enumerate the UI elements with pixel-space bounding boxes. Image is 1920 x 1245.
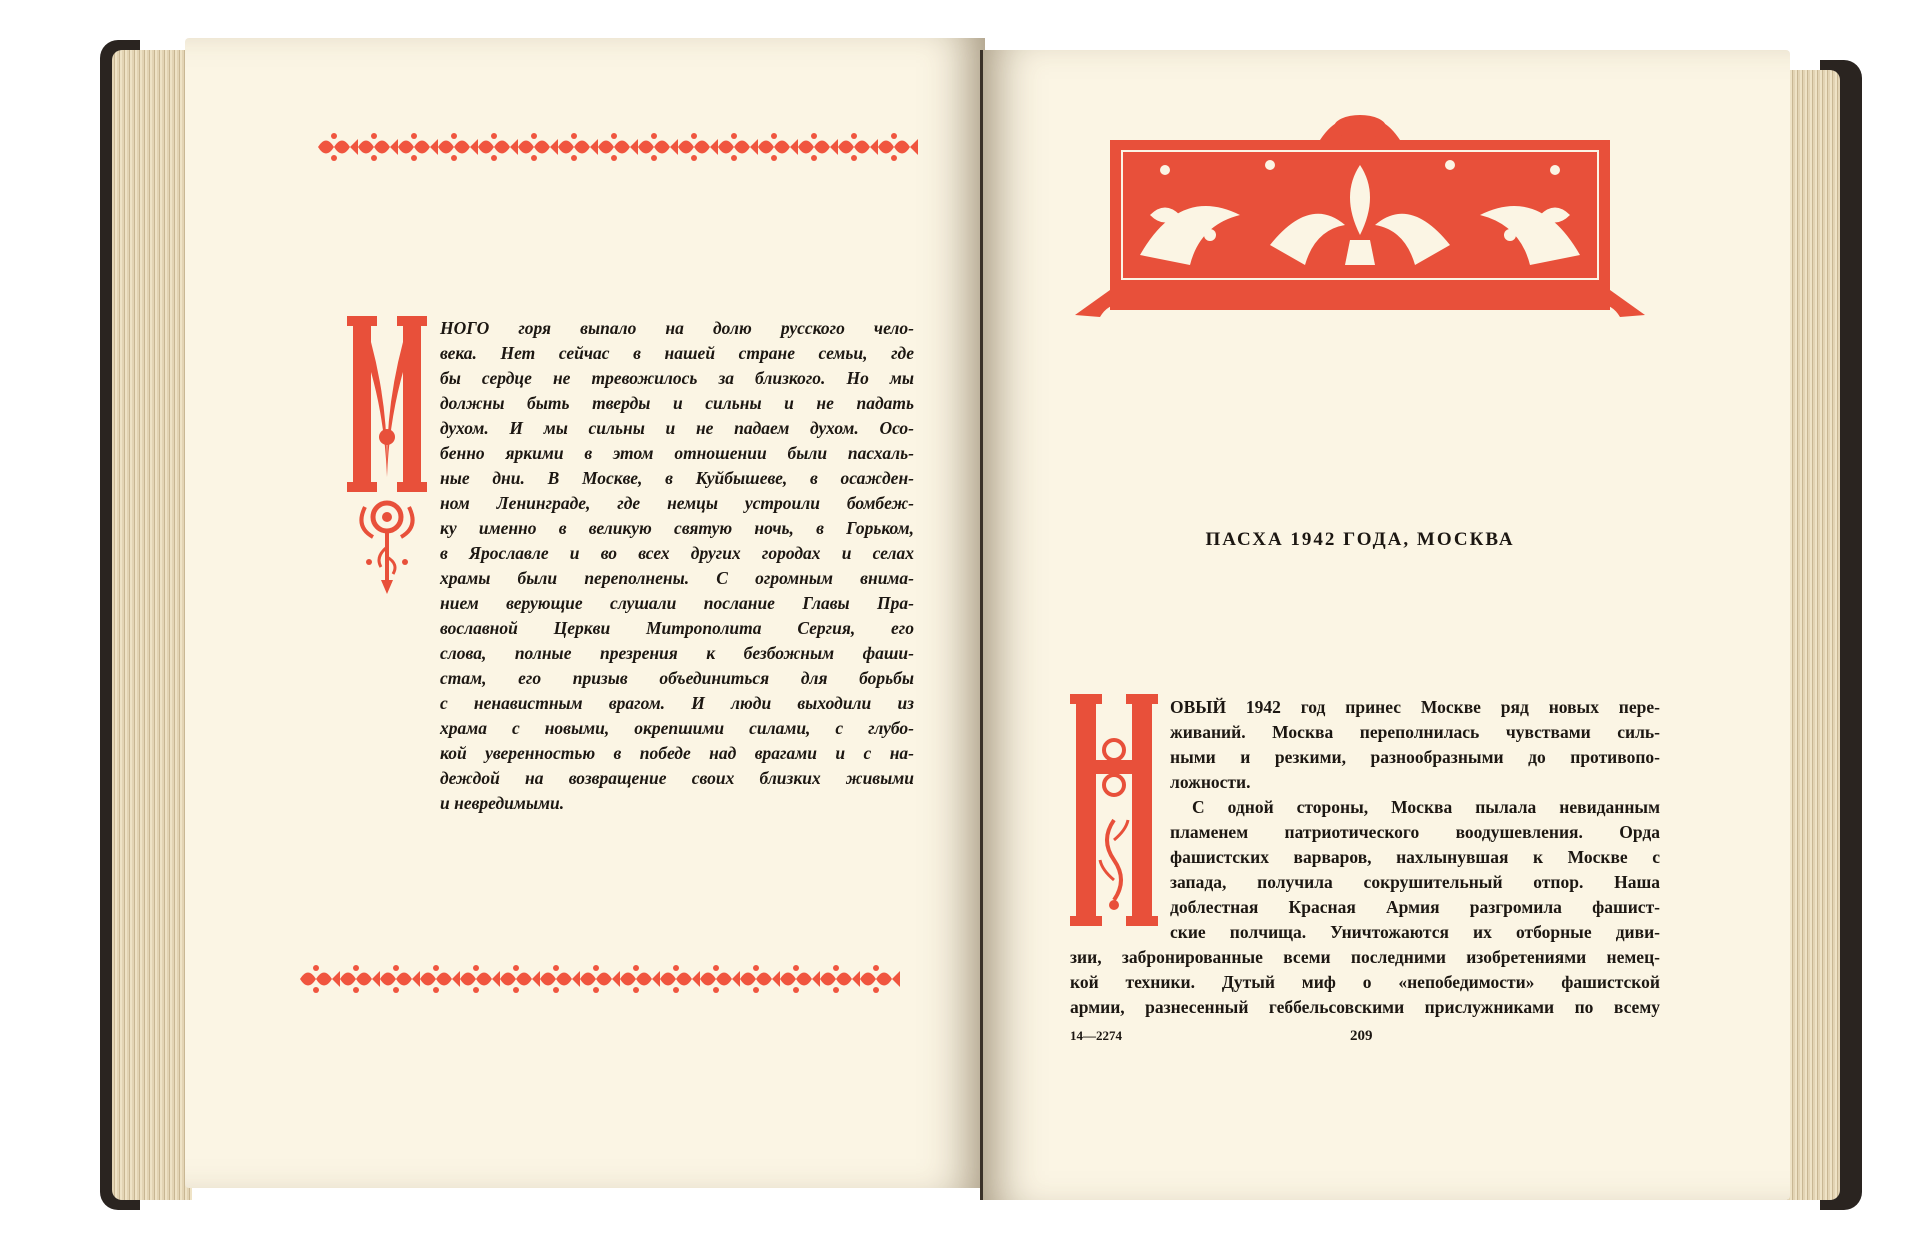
text-line: с ненавистным врагом. И люди выходили из — [440, 693, 914, 713]
drop-cap-m — [345, 312, 430, 597]
text-line: должны быть тверды и сильны и не падать — [440, 393, 914, 413]
chapter-heading: ПАСХА 1942 ГОДА, МОСКВА — [1205, 529, 1515, 550]
text-line: ном Ленинграде, где немцы устроили бомбеж- — [440, 493, 914, 513]
page-number: 209 — [1350, 1028, 1373, 1044]
text-line: фашистских варваров, нахлынувшая к Москве с — [1170, 847, 1660, 867]
left-paragraph-top — [440, 316, 914, 566]
text-line: ские полчища. Уничтожаются их отборные диви- — [1170, 922, 1660, 942]
text-line: ложности. — [1170, 772, 1251, 792]
text-line: слова, полные презрения к безбожным фаши- — [440, 643, 914, 663]
text-line: деждой на возвращение своих близких живыми — [440, 768, 914, 788]
text-line: вославной Церкви Митрополита Сергия, его — [440, 618, 914, 638]
text-line: бы сердце не тревожилось за близкого. Но мы — [440, 368, 914, 388]
bottom-ornament-border — [300, 962, 900, 996]
text-line: ные дни. В Москве, в Куйбышеве, в осажден- — [440, 468, 914, 488]
text-line: ку именно в великую святую ночь, в Горьком, — [440, 518, 914, 538]
headpiece-ornament — [1070, 105, 1650, 325]
text-line: бенно яркими в этом отношении были пасхаль- — [440, 443, 914, 463]
gutter-line — [980, 50, 983, 1200]
text-line: зии, забронированные всеми последними изобретениями немец- — [1070, 947, 1660, 967]
text-line: века. Нет сейчас в нашей стране семьи, где — [440, 343, 914, 363]
signature-mark: 14—2274 — [1070, 1028, 1122, 1043]
text-line: ОВЫЙ 1942 год принес Москве ряд новых пере- — [1170, 697, 1660, 717]
top-ornament-border — [318, 130, 918, 164]
text-line: кой техники. Дутый миф о «непобедимости» фашистской — [1070, 972, 1660, 992]
text-line: кой уверенностью в победе над врагами и с на- — [440, 743, 914, 763]
text-line: стам, его призыв объединиться для борьбы — [440, 668, 914, 688]
text-line: С одной стороны, Москва пылала невиданным — [1192, 797, 1660, 817]
text-line: запада, получила сокрушительный отпор. Наша — [1170, 872, 1660, 892]
text-line: НОГО горя выпало на долю русского чело- — [440, 318, 914, 338]
text-line: живаний. Москва переполнилась чувствами силь- — [1170, 722, 1660, 742]
text-line: храма с новыми, окрепшими силами, с глубо- — [440, 718, 914, 738]
drop-cap-n — [1070, 690, 1160, 930]
text-line: ными и резкими, разнообразными до противопо- — [1170, 747, 1660, 767]
text-line: армии, разнесенный геббельсовскими прислужниками по всему — [1070, 997, 1660, 1017]
text-line: в Ярославле и во всех других городах и селах — [440, 543, 914, 563]
text-line: храмы были переполнены. С огромным внима- — [440, 568, 914, 588]
right-paragraph-full-width — [1070, 945, 1660, 1020]
text-line: доблестная Красная Армия разгромила фашист- — [1170, 897, 1660, 917]
text-line: и невредимыми. — [440, 793, 565, 813]
right-paragraph-first — [1170, 695, 1660, 945]
text-line: пламенем патриотического воодушевления. Орда — [1170, 822, 1660, 842]
text-line: духом. И мы сильны и не падаем духом. Осо- — [440, 418, 914, 438]
page-edges-left — [112, 50, 192, 1200]
left-paragraph-bottom — [440, 566, 914, 816]
text-line: нием верующие слушали послание Главы Пра- — [440, 593, 914, 613]
